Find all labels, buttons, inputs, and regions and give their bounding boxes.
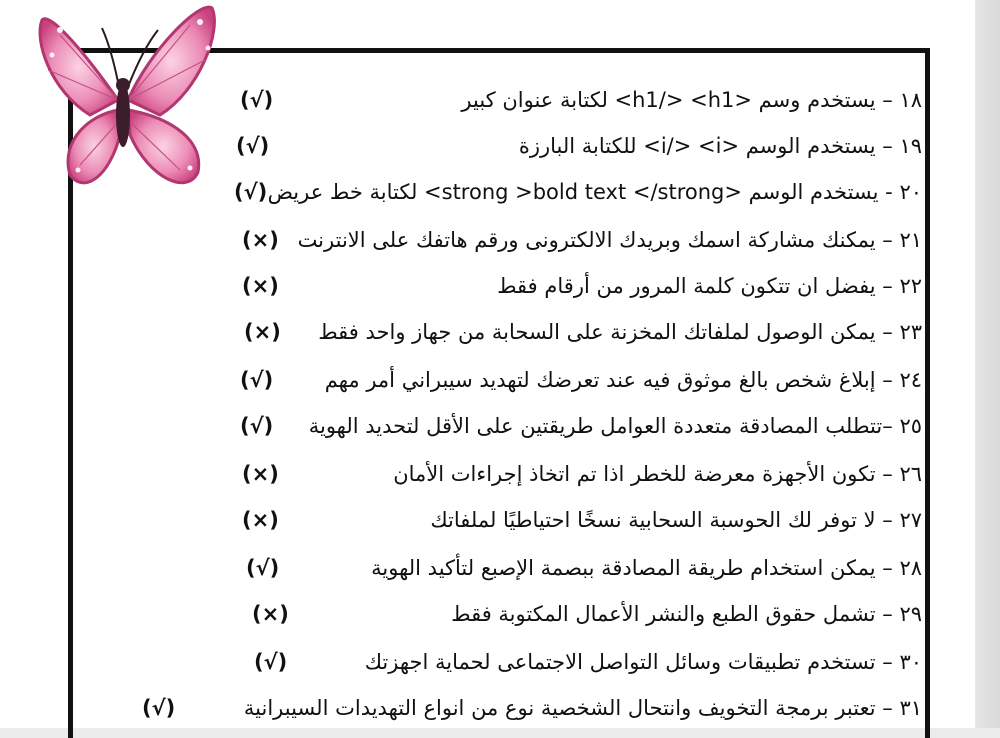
answer-mark: (×) [242,462,279,486]
question-text: – يمكن استخدام طريقة المصادقة ببصمة الإصبع لتأكيد الهوية [371,556,893,580]
answer-mark: (√) [240,88,274,112]
question-text: – لا توفر لك الحوسبة السحابية نسخًا احتياطيًا لملفاتك [430,508,893,532]
question-22 [497,272,922,300]
question-text: – إبلاغ شخص بالغ موثوق فيه عند تعرضك لتهديد سيبراني أمر مهم [324,368,893,392]
question-24 [325,366,922,394]
answer-mark: (√) [234,180,268,204]
question-text: – يستخدم وسم <h1/> <h1> لكتابة عنوان كبير [461,88,893,112]
question-number: ١٨ [899,88,922,112]
question-number: ٢٩ [899,602,922,626]
question-number: ٢٢ [899,274,922,298]
answer-mark: (×) [242,274,279,298]
answer-mark: (×) [242,508,279,532]
question-27 [430,506,922,534]
question-text: - يستخدم الوسم <strong >bold text </strong> لكتابة خط عريض [267,180,893,204]
answer-mark: (√) [240,368,274,392]
question-26 [393,460,922,488]
answer-mark: (√) [240,414,274,438]
answer-mark: (×) [242,228,279,252]
question-number: ٣١ [899,696,922,720]
page-edge-strip [975,0,1000,728]
question-18 [461,86,922,114]
question-number: ٢٣ [899,320,922,344]
question-21 [298,226,922,254]
question-text: – تكون الأجهزة معرضة للخطر اذا تم اتخاذ إجراءات الأمان [393,462,893,486]
question-25 [309,412,922,440]
answer-mark: (√) [142,696,176,720]
question-number: ١٩ [899,134,922,158]
question-number: ٢٠ [899,180,922,204]
question-text: – تشمل حقوق الطبع والنشر الأعمال المكتوبة فقط [451,602,893,626]
question-31 [244,694,922,722]
answer-mark: (×) [252,602,289,626]
question-20 [268,178,922,206]
butterfly-icon [30,0,220,200]
question-number: ٢٦ [899,462,922,486]
question-text: – تعتبر برمجة التخويف وانتحال الشخصية نوع من انواع التهديدات السيبرانية [243,696,893,720]
answer-mark: (√) [254,650,288,674]
answer-mark: (√) [246,556,280,580]
question-23 [318,318,922,346]
question-28 [371,554,922,582]
question-number: ٢٨ [899,556,922,580]
question-text: – يمكنك مشاركة اسمك وبريدك الالكترونى ورقم هاتفك على الانترنت [297,228,893,252]
question-text: – يستخدم الوسم <i/> <i> للكتابة البارزة [518,134,893,158]
question-19 [519,132,922,160]
question-number: ٢٥ [899,414,922,438]
question-text: – يمكن الوصول لملفاتك المخزنة على السحابة من جهاز واحد فقط [318,320,893,344]
question-number: ٢٧ [899,508,922,532]
question-text: – يفضل ان تتكون كلمة المرور من أرقام فقط [497,274,893,298]
question-number: ٣٠ [899,650,922,674]
question-number: ٢١ [899,228,922,252]
question-text: – تستخدم تطبيقات وسائل التواصل الاجتماعى لحماية اجهزتك [364,650,893,674]
answer-mark: (√) [236,134,270,158]
question-text: –تتطلب المصادقة متعددة العوامل طريقتين على الأقل لتحديد الهوية [308,414,893,438]
question-number: ٢٤ [899,368,922,392]
answer-mark: (×) [244,320,281,344]
question-30 [365,648,922,676]
question-29 [451,600,922,628]
